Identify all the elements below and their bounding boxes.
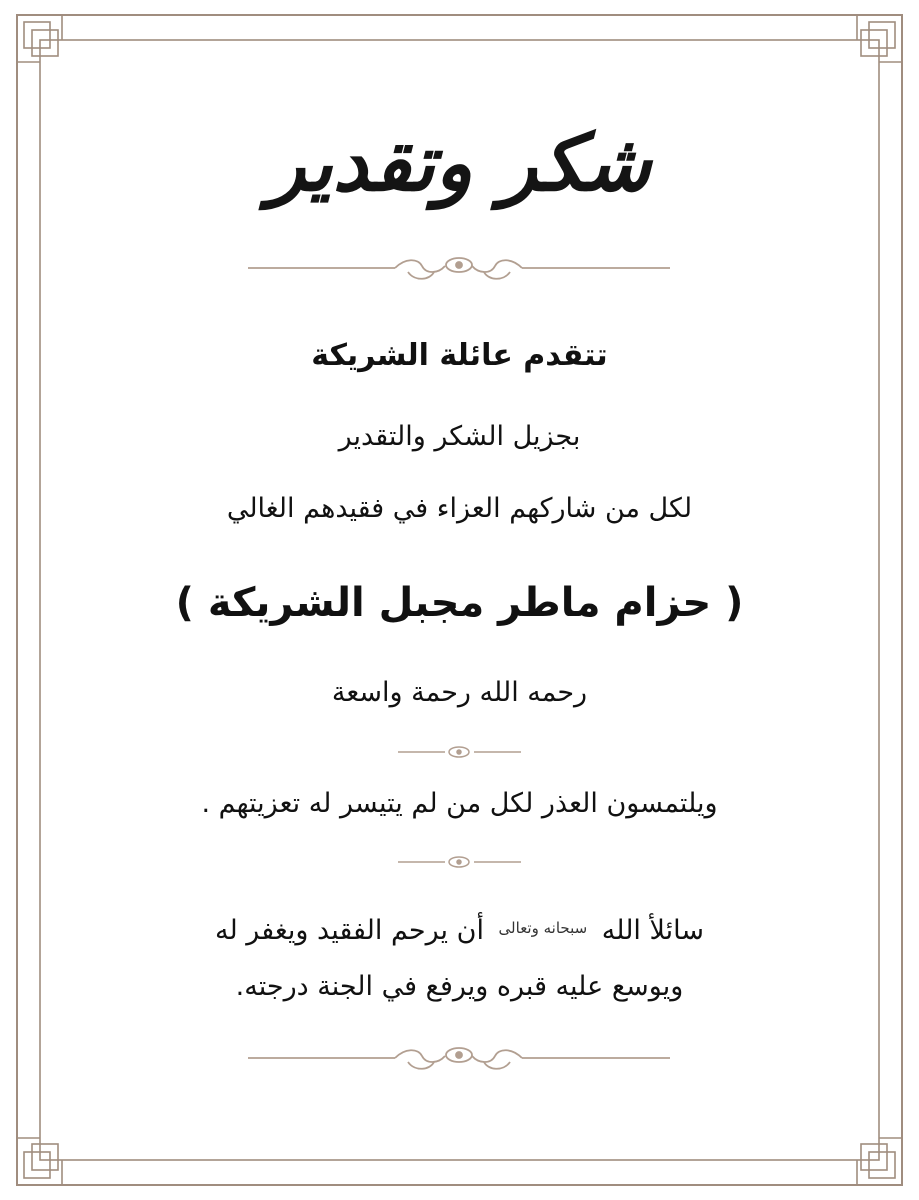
condolence-line: لكل من شاركهم العزاء في فقيدهم الغالي xyxy=(226,493,693,524)
deceased-name: ( حزام ماطر مجبل الشريكة ) xyxy=(175,580,744,626)
mercy-line: رحمه الله رحمة واسعة xyxy=(331,677,588,708)
prayer-line-2: ويوسع عليه قبره ويرفع في الجنة درجته. xyxy=(235,971,684,1002)
thanks-line: بجزيل الشكر والتقدير xyxy=(338,421,581,452)
honorific-glyph: سبحانه وتعالى xyxy=(498,919,588,937)
prayer-paragraph xyxy=(0,900,919,1015)
apology-line: ويلتمسون العذر لكل من لم يتيسر له تعزيتهم . xyxy=(201,788,718,819)
prayer-part-1: سائلأ الله xyxy=(601,915,704,946)
prayer-part-2: أن يرحم الفقيد ويغفر له xyxy=(215,915,484,946)
prayer-line-1 xyxy=(0,900,919,959)
card-title: شكر وتقدير xyxy=(267,118,652,209)
family-heading: تتقدم عائلة الشريكة xyxy=(311,338,608,373)
